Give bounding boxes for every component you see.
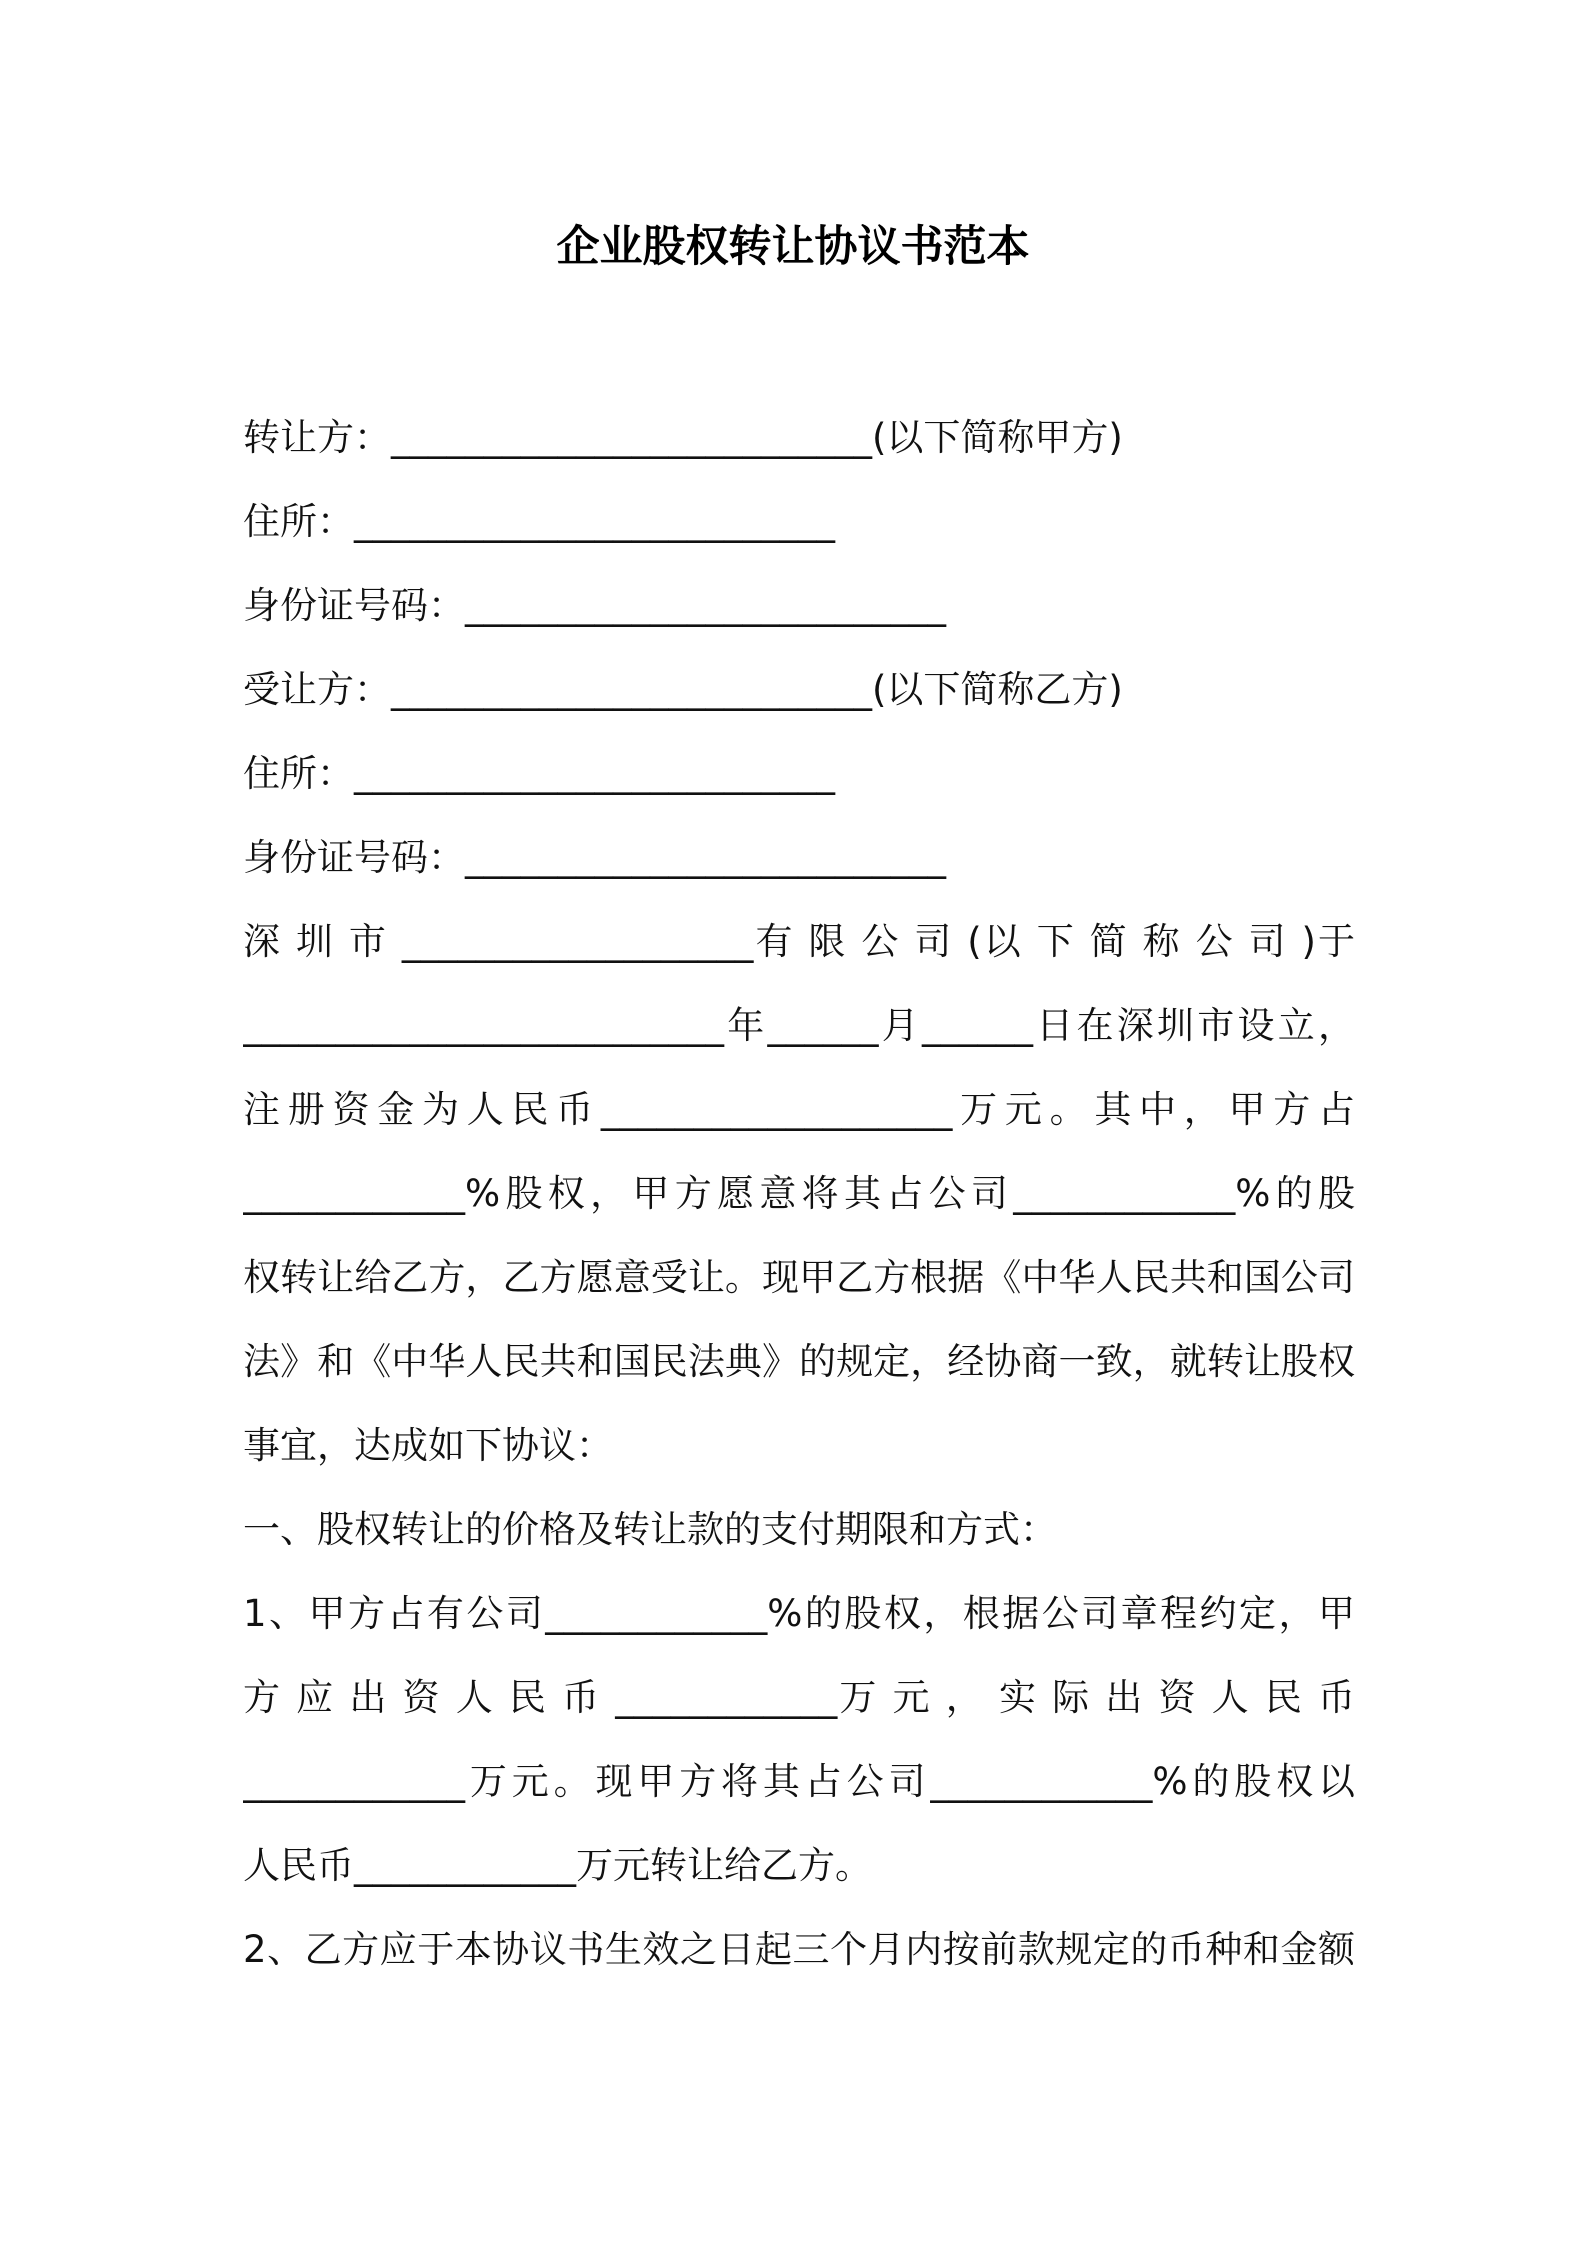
paragraph-line: 法》和《中华人民共和国民法典》的规定，经协商一致，就转让股权 bbox=[243, 1340, 1355, 1383]
transferor-id-line: 身份证号码：__________________________ bbox=[243, 584, 946, 627]
paragraph-line: 深 圳 市 ___________________有 限 公 司 (以 下 简 称 公 司 )于 bbox=[243, 920, 1355, 963]
clause-line: 方 应 出 资 人 民 币 ____________万 元 ， 实 际 出 资 人 民 币 bbox=[243, 1676, 1355, 1719]
clause-line: 1、甲方占有公司____________%的股权，根据公司章程约定，甲 bbox=[243, 1592, 1355, 1635]
clause-line: ____________万元。现甲方将其占公司____________%的股权以 bbox=[243, 1760, 1355, 1803]
clause-line: 2、乙方应于本协议书生效之日起三个月内按前款规定的币种和金额 bbox=[243, 1928, 1355, 1971]
paragraph-line: __________________________年______月______日在深圳市设立， bbox=[243, 1004, 1355, 1047]
section-heading: 一、股权转让的价格及转让款的支付期限和方式： bbox=[243, 1508, 1057, 1551]
paragraph-line: 事宜，达成如下协议： bbox=[243, 1424, 613, 1467]
document-title: 企业股权转让协议书范本 bbox=[556, 222, 1030, 272]
transferor-line: 转让方：__________________________(以下简称甲方) bbox=[243, 416, 1123, 459]
transferee-line: 受让方：__________________________(以下简称乙方) bbox=[243, 668, 1123, 711]
transferor-address-line: 住所：__________________________ bbox=[243, 500, 835, 543]
paragraph-line: 注册资金为人民币___________________万元。其中，甲方占 bbox=[243, 1088, 1355, 1131]
clause-line: 人民币____________万元转让给乙方。 bbox=[243, 1844, 872, 1887]
paragraph-line: ____________%股权，甲方愿意将其占公司____________%的股 bbox=[243, 1172, 1355, 1215]
document-body bbox=[243, 396, 1355, 1992]
paragraph-line: 权转让给乙方，乙方愿意受让。现甲乙方根据《中华人民共和国公司 bbox=[243, 1256, 1355, 1299]
transferee-id-line: 身份证号码：__________________________ bbox=[243, 836, 946, 879]
transferee-address-line: 住所：__________________________ bbox=[243, 752, 835, 795]
